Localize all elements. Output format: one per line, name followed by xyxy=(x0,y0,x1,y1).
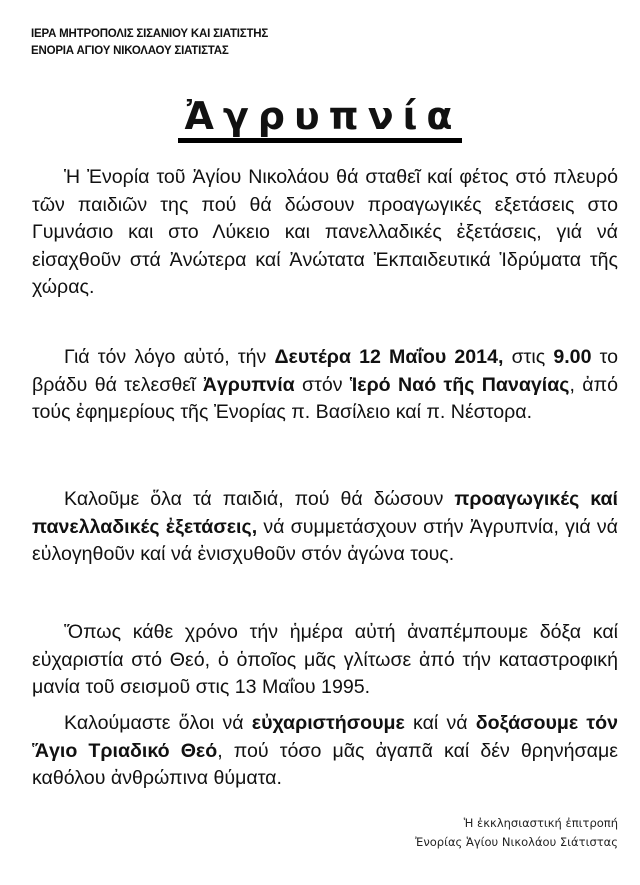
paragraph-invitation xyxy=(32,486,618,569)
signature-block xyxy=(415,814,618,852)
parish-name: ΕΝΟΡΙΑ ΑΓΙΟΥ ΝΙΚΟΛΑΟΥ ΣΙΑΤΙΣΤΑΣ xyxy=(31,45,229,57)
text-run: , πού τόσο μᾶς ἀγαπᾶ καί δέν θρηνήσαμε καθόλου ἀνθρώπινα θύματα. xyxy=(32,739,618,789)
event-date: Δευτέρα 12 Μαΐου 2014, xyxy=(274,346,504,368)
paragraph-intro-text: Ἡ Ἐνορία τοῦ Ἁγίου Νικολάου θά σταθεῖ καί φέτος στό πλευρό τῶν παιδιῶν της πού θά δώσουν προαγωγικές εξετάσεις στο Γυμνάσιο και στο Λύκειο και πανελλαδικές ἐξετάσεις, γιά νά εἰσαχθοῦν στά Ἀνώτερα καί Ἀνώτατα Ἐκπαιδευτικά Ἱδρύματα τῆς χώρας. xyxy=(32,166,618,298)
text-run: στόν xyxy=(294,373,350,396)
bold-phrase: εὐχαριστήσουμε xyxy=(251,712,405,734)
event-name: Ἀγρυπνία xyxy=(202,373,295,396)
exam-types: προαγωγικές καί πανελλαδικές ἐξετάσεις, xyxy=(32,488,618,538)
paragraph-intro xyxy=(32,164,618,302)
title-text: Ἀγρυπνία xyxy=(178,94,461,143)
signature-parish: Ἐνορίας Ἁγίου Νικολάου Σιάτιστας xyxy=(415,835,618,849)
text-run: Γιά τόν λόγο αὐτό, τήν xyxy=(64,346,275,368)
text-run: νά συμμετάσχουν στήν Ἀγρυπνία, γιά νά εὐλογηθοῦν καί νά ἐνισχυθοῦν στόν ἀγώνα τους. xyxy=(32,515,618,565)
paragraph-thanksgiving xyxy=(32,710,618,793)
text-run: καί νά xyxy=(404,712,476,734)
paragraph-event-details xyxy=(32,344,618,427)
bold-phrase: δοξάσουμε τόν Ἅγιο Τριαδικό Θεό xyxy=(32,712,618,762)
signature-committee: Ἡ ἐκκλησιαστική ἐπιτροπή xyxy=(463,816,618,830)
text-run: Καλοῦμε ὅλα τά παιδιά, πού θά δώσουν xyxy=(64,488,455,510)
text-run: το βράδυ θά τελεσθεῖ xyxy=(32,346,618,396)
text-run: στις xyxy=(503,346,554,368)
event-location: Ἱερό Ναό τῆς Παναγίας xyxy=(349,373,570,396)
metropolis-name: ΙΕΡΑ ΜΗΤΡΟΠΟΛΙΣ ΣΙΣΑΝΙΟΥ ΚΑΙ ΣΙΑΤΙΣΤΗΣ xyxy=(31,28,269,40)
document-header xyxy=(31,26,268,60)
paragraph-earthquake xyxy=(32,619,618,702)
event-time: 9.00 xyxy=(553,346,592,368)
text-run: Καλούμαστε ὅλοι νά xyxy=(64,712,252,734)
text-run: , ἀπό τούς ἐφημερίους τῆς Ἐνορίας π. Βασίλειο καί π. Νέστορα. xyxy=(32,373,618,423)
document-title xyxy=(0,92,640,143)
paragraph-earthquake-text: Ὅπως κάθε χρόνο τήν ἡμέρα αὐτή ἀναπέμπουμε δόξα καί εὐχαριστία στό Θεό, ὁ ὁποῖος μᾶς γλίτωσε ἀπό τήν καταστροφική μανία τοῦ σεισμοῦ στις 13 Μαΐου 1995. xyxy=(32,621,618,698)
